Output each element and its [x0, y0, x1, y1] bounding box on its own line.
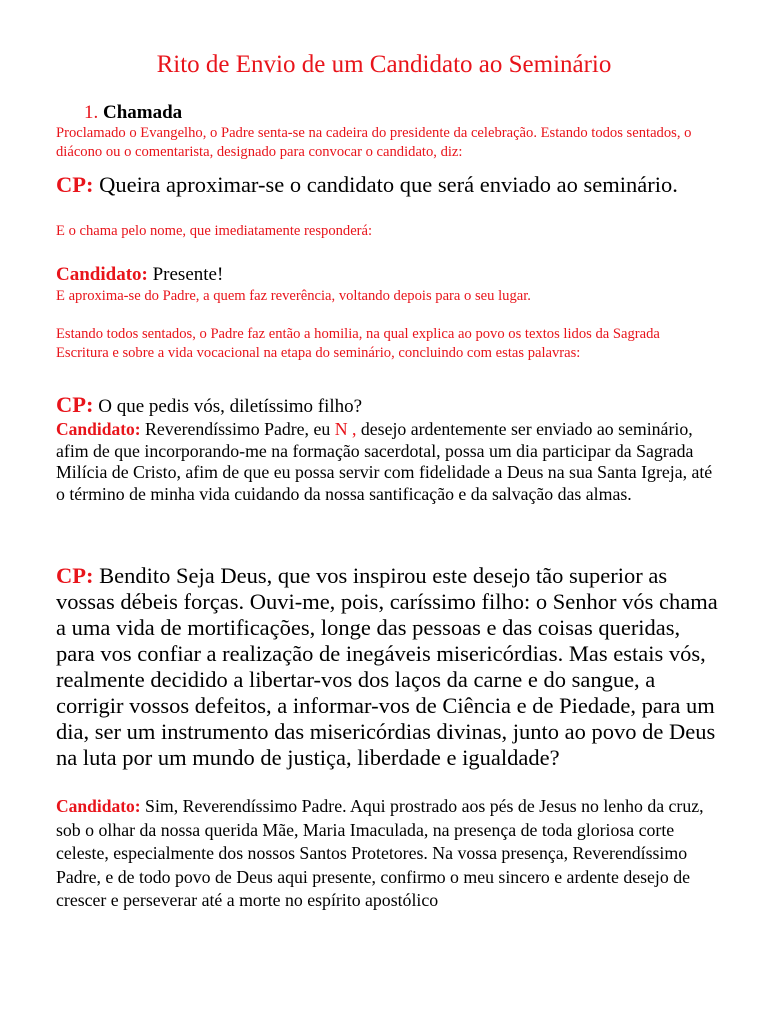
rubric-approach: E aproxima-se do Padre, a quem faz reverência, voltando depois para o seu lugar. [56, 288, 531, 304]
candidate-response-text: Sim, Reverendíssimo Padre. Aqui prostrado aos pés de Jesus no lenho da cruz, sob o olhar da nossa querida Mãe, Maria Imaculada, na presença de toda gloriosa corte celeste, especialmente dos nossos Santos Protetores. Na vossa presença, Reverendíssimo Padre, e de todo povo de Deus aqui presente, confirmo o meu sincero e ardente desejo de crescer e perseverar até a morte no espírito apostólico [56, 796, 704, 911]
rubric-block-3 [56, 287, 726, 306]
rubric-block-1 [56, 124, 726, 162]
rubric-proclamation: Proclamado o Evangelho, o Padre senta-se na cadeira do presidente da celebração. Estando todos sentados, o diácono ou o comentarista, designado para convocar o candidato, diz: [56, 125, 692, 160]
cp-block-3 [56, 563, 718, 771]
candidate-request-text-start: Reverendíssimo Padre, eu [140, 419, 335, 439]
cp-call-paragraph [56, 172, 716, 198]
candidate-request-paragraph [56, 419, 716, 505]
document-title: Rito de Envio de um Candidato ao Seminário [156, 51, 612, 78]
candidate-block-3 [56, 795, 720, 913]
section-title: Chamada [103, 102, 183, 123]
cp-block-1 [56, 172, 716, 198]
candidate-block-1 [56, 263, 726, 286]
cp-exhortation-text: Bendito Seja Deus, que vos inspirou este desejo tão superior as vossas débeis forças. Ouvi-me, pois, caríssimo filho: o Senhor vós chama a uma vida de mortificações, longe das pessoas e das coisas queridas, para vos confiar a realização de inegáveis misericórdias. Mas estais vós, realmente decidido a libertar-vos dos laços da carne e do sangue, a corrigir vossos defeitos, a informar-vos de Ciência e de Piedade, para um dia, ser um instrumento das misericórdias divinas, junto ao povo de Deus na luta por um mundo de justiça, liberdade e igualdade? [56, 563, 718, 770]
candidate-block-2 [56, 419, 716, 505]
section-number: 1. [84, 102, 99, 123]
rubric-call-by-name: E o chama pelo nome, que imediatamente responderá: [56, 223, 373, 239]
cp-label: CP: [56, 563, 94, 588]
cp-exhortation-paragraph [56, 563, 718, 771]
candidate-request-text-end: desejo ardentemente ser enviado ao seminário, afim de que incorporando-me na formação sacerdotal, possa um dia participar da Sagrada Milícia de Cristo, afim de que eu possa servir com fidelidade a Deus na sua Santa Igreja, até o término de minha vida cuidando da nossa santificação e da salvação das almas. [56, 419, 713, 504]
candidate-label: Candidato: [56, 264, 148, 285]
cp-call-text: Queira aproximar-se o candidato que será enviado ao seminário. [93, 172, 678, 197]
cp-question-paragraph [56, 393, 726, 418]
cp-block-2 [56, 393, 726, 418]
candidate-name-marker: N , [334, 419, 357, 439]
candidate-present-paragraph [56, 263, 726, 286]
candidate-response-paragraph [56, 795, 720, 913]
cp-label: CP: [56, 392, 94, 417]
cp-label: CP: [56, 172, 94, 197]
candidate-label: Candidato: [56, 419, 141, 439]
cp-question-text: O que pedis vós, diletíssimo filho? [93, 396, 363, 417]
section-heading [84, 101, 182, 125]
candidate-label: Candidato: [56, 796, 141, 816]
rubric-homily: Estando todos sentados, o Padre faz então a homilia, na qual explica ao povo os textos lidos da Sagrada Escritura e sobre a vida vocacional na etapa do seminário, concluindo com estas palavras: [56, 326, 660, 361]
rubric-block-2 [56, 222, 726, 241]
rubric-block-4 [56, 325, 716, 363]
candidate-present-text: Presente! [147, 264, 224, 285]
